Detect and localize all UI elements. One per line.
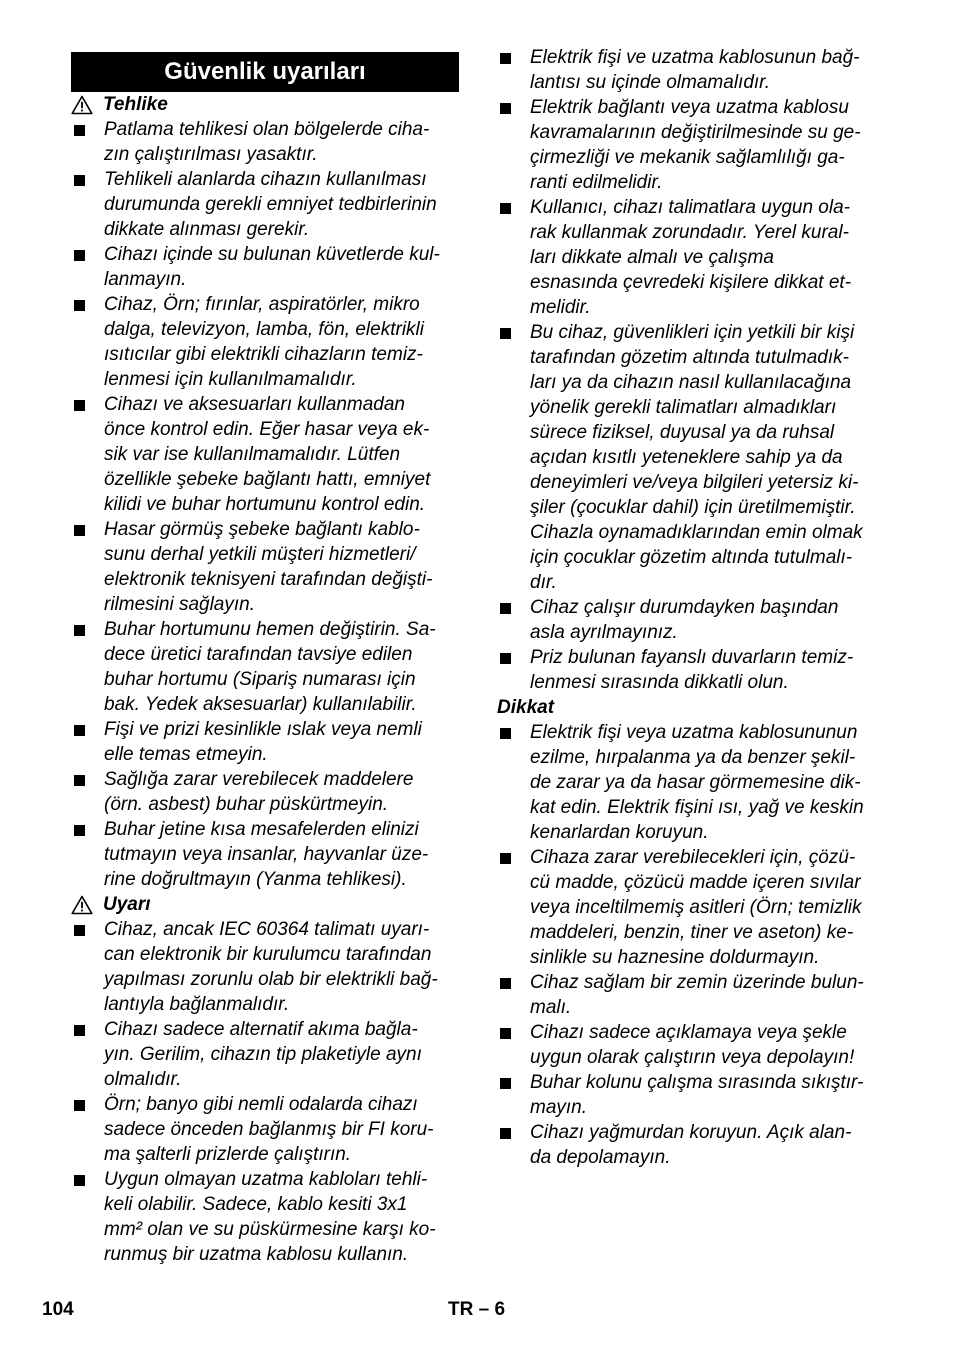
square-bullet-icon (74, 125, 85, 136)
right-column (497, 45, 885, 1170)
dikkat-heading (497, 695, 885, 720)
list-item-line: Cihaz sağlam bir zemin üzerinde bulun- (530, 972, 864, 993)
list-item-line: Tehlikeli alanlarda cihazın kullanılması (104, 169, 427, 190)
page-title: Güvenlik uyarıları (71, 52, 459, 92)
list-item-line: maddeleri, benzin, tiner ve aseton) ke- (530, 922, 854, 943)
list-item (71, 1167, 459, 1267)
list-item (71, 392, 459, 517)
list-item-line: açıdan kısıtlı yeteneklere sahip ya da (530, 447, 843, 468)
list-item-line: tutmayın veya insanlar, hayvanlar üze- (104, 844, 429, 865)
list-item (497, 95, 885, 195)
list-item-line: uygun olarak çalıştırın veya depolayın! (530, 1047, 855, 1068)
list-item-line: mm² olan ve su püskürmesine karşı ko- (104, 1219, 436, 1240)
list-item (71, 517, 459, 617)
list-item-line: Cihaz, Örn; fırınlar, aspiratörler, mikro (104, 294, 420, 315)
list-item (71, 167, 459, 242)
list-item-line: kavramalarının değiştirilmesinde su ge- (530, 122, 861, 143)
list-item-line: (örn. asbest) buhar püskürtmeyin. (104, 794, 389, 815)
list-item (497, 1070, 885, 1120)
list-item (71, 617, 459, 717)
list-item-line: Elektrik bağlantı veya uzatma kablosu (530, 97, 849, 118)
list-item-line: sadece önceden bağlanmış bir FI koru- (104, 1119, 434, 1140)
warning-triangle-icon (71, 895, 93, 915)
list-item-line: çirmezliği ve mekanik sağlamlılığı ga- (530, 147, 845, 168)
list-item-line: sik var ise kullanılmamalıdır. Lütfen (104, 444, 401, 465)
square-bullet-icon (74, 250, 85, 261)
square-bullet-icon (500, 978, 511, 989)
list-item-line: ma şalterli prizlerde çalıştırın. (104, 1144, 352, 1165)
square-bullet-icon (74, 925, 85, 936)
list-item (71, 767, 459, 817)
square-bullet-icon (500, 103, 511, 114)
list-item-line: rilmesini sağlayın. (104, 594, 255, 615)
square-bullet-icon (74, 1025, 85, 1036)
list-item-line: elle temas etmeyin. (104, 744, 268, 765)
list-item-line: bak. Yedek aksesuarlar) kullanılabilir. (104, 694, 417, 715)
list-item-line: kat edin. Elektrik fişini ısı, yağ ve keskin (530, 797, 864, 818)
list-item (497, 1020, 885, 1070)
dikkat-list (497, 720, 885, 1170)
list-item-line: ranti edilmelidir. (530, 172, 663, 193)
square-bullet-icon (500, 853, 511, 864)
list-item-line: Kullanıcı, cihazı talimatlara uygun ola- (530, 197, 850, 218)
list-item-line: veya inceltilmemiş asitleri (Örn; temizlik (530, 897, 862, 918)
list-item-line: cü madde, çözücü madde içeren sıvılar (530, 872, 861, 893)
list-item-line: Bu cihaz, güvenlikleri için yetkili bir kişi (530, 322, 855, 343)
list-item-line: dece üretici tarafından tavsiye edilen (104, 644, 413, 665)
list-item-line: Uygun olmayan uzatma kabloları tehli- (104, 1169, 428, 1190)
list-item-line: ezilme, hırpalanma ya da benzer şekil- (530, 747, 856, 768)
list-item-line: asla ayrılmayınız. (530, 622, 678, 643)
list-item (497, 595, 885, 645)
list-item (497, 1120, 885, 1170)
list-item-line: runmuş bir uzatma kablosu kullanın. (104, 1244, 409, 1265)
list-item-line: Cihaza zarar verebilecekleri için, çözü- (530, 847, 856, 868)
list-item (71, 117, 459, 167)
list-item (497, 320, 885, 595)
square-bullet-icon (74, 1100, 85, 1111)
list-item-line: önce kontrol edin. Eğer hasar veya ek- (104, 419, 430, 440)
list-item-line: lenmesi sırasında dikkatli olun. (530, 672, 789, 693)
list-item-line: Buhar hortumunu hemen değiştirin. Sa- (104, 619, 436, 640)
list-item-line: için çocuklar gözetim altında tutulmalı- (530, 547, 853, 568)
list-item-line: sürece fiziksel, duyusal ya da ruhsal (530, 422, 835, 443)
list-item-line: Sağlığa zarar verebilecek maddelere (104, 769, 414, 790)
section-label: TR – 6 (448, 1299, 506, 1320)
square-bullet-icon (500, 328, 511, 339)
list-item-line: kenarlardan koruyun. (530, 822, 709, 843)
list-item-line: buhar hortumu (Sipariş numarası için (104, 669, 416, 690)
list-item-line: Cihazı sadece alternatif akıma bağla- (104, 1019, 418, 1040)
list-item-line: Buhar kolunu çalışma sırasında sıkıştır- (530, 1072, 864, 1093)
list-item-line: Cihazı yağmurdan koruyun. Açık alan- (530, 1122, 852, 1143)
list-item-line: yönelik gerekli talimatları almadıkları (530, 397, 837, 418)
square-bullet-icon (500, 53, 511, 64)
list-item-line: Cihazı ve aksesuarları kullanmadan (104, 394, 405, 415)
square-bullet-icon (500, 203, 511, 214)
list-item-line: lenmesi için kullanılmamalıdır. (104, 369, 357, 390)
square-bullet-icon (500, 1128, 511, 1139)
square-bullet-icon (500, 728, 511, 739)
square-bullet-icon (74, 725, 85, 736)
list-item-line: Buhar jetine kısa mesafelerden elinizi (104, 819, 419, 840)
list-item-line: ları ya da cihazın nasıl kullanılacağına (530, 372, 852, 393)
list-item-line: rak kullanmak zorundadır. Yerel kural- (530, 222, 849, 243)
list-item (71, 917, 459, 1017)
list-item-line: Örn; banyo gibi nemli odalarda cihazı (104, 1094, 418, 1115)
list-item-line: melidir. (530, 297, 591, 318)
warning-triangle-icon (71, 95, 93, 115)
list-item-line: lantıyla bağlanmalıdır. (104, 994, 290, 1015)
square-bullet-icon (74, 775, 85, 786)
uyari-list-continued (497, 45, 885, 695)
list-item-line: tarafından gözetim altında tutulmadık- (530, 347, 849, 368)
list-item-line: Elektrik fişi ve uzatma kablosunun bağ- (530, 47, 860, 68)
list-item-line: ları dikkate almalı ve çalışma (530, 247, 774, 268)
page-number: 104 (42, 1299, 74, 1320)
square-bullet-icon (500, 653, 511, 664)
list-item-line: ısıtıcılar gibi elektrikli cihazların temiz- (104, 344, 423, 365)
list-item-line: yapılması zorunlu olab bir elektrikli bağ- (104, 969, 438, 990)
list-item (71, 242, 459, 292)
list-item-line: Elektrik fişi veya uzatma kablosununun (530, 722, 858, 743)
uyari-heading-label: Uyarı (103, 894, 151, 915)
square-bullet-icon (74, 400, 85, 411)
list-item-line: Hasar görmüş şebeke bağlantı kablo- (104, 519, 420, 540)
list-item-line: durumunda gerekli emniyet tedbirlerinin (104, 194, 437, 215)
list-item-line: lanmayın. (104, 269, 187, 290)
list-item-line: deneyimleri ve/veya bilgileri yetersiz ki- (530, 472, 859, 493)
square-bullet-icon (74, 825, 85, 836)
tehlike-heading (71, 92, 459, 117)
square-bullet-icon (500, 1028, 511, 1039)
list-item (497, 645, 885, 695)
list-item-line: dır. (530, 572, 557, 593)
list-item (497, 45, 885, 95)
list-item-line: dalga, televizyon, lamba, fön, elektrikli (104, 319, 424, 340)
list-item-line: şiler (çocuklar dahil) için üretilmemiştir. (530, 497, 856, 518)
list-item (71, 1017, 459, 1092)
list-item (71, 292, 459, 392)
left-column (71, 52, 459, 1267)
square-bullet-icon (500, 603, 511, 614)
list-item-line: keli olabilir. Sadece, kablo kesiti 3x1 (104, 1194, 408, 1215)
list-item-line: Patlama tehlikesi olan bölgelerde ciha- (104, 119, 430, 140)
list-item (497, 845, 885, 970)
list-item-line: Cihazı içinde su bulunan küvetlerde kul- (104, 244, 440, 265)
list-item-line: Priz bulunan fayanslı duvarların temiz- (530, 647, 854, 668)
uyari-heading (71, 892, 459, 917)
list-item-line: kilidi ve buhar hortumunu kontrol edin. (104, 494, 426, 515)
uyari-list (71, 917, 459, 1267)
square-bullet-icon (74, 625, 85, 636)
list-item (497, 195, 885, 320)
list-item-line: da depolamayın. (530, 1147, 671, 1168)
list-item-line: Cihazla oynamadıklarından emin olmak (530, 522, 863, 543)
list-item (497, 970, 885, 1020)
list-item-line: Cihazı sadece açıklamaya veya şekle (530, 1022, 847, 1043)
square-bullet-icon (500, 1078, 511, 1089)
list-item-line: lantısı su içinde olmamalıdır. (530, 72, 771, 93)
square-bullet-icon (74, 300, 85, 311)
list-item-line: malı. (530, 997, 572, 1018)
tehlike-list (71, 117, 459, 892)
list-item-line: esnasında çevredeki kişilere dikkat et- (530, 272, 852, 293)
list-item-line: özellikle şebeke bağlantı hattı, emniyet (104, 469, 431, 490)
list-item-line: sinlikle su haznesine doldurmayın. (530, 947, 820, 968)
list-item-line: olmalıdır. (104, 1069, 182, 1090)
list-item-line: mayın. (530, 1097, 588, 1118)
list-item (71, 717, 459, 767)
list-item-line: zın çalıştırılması yasaktır. (104, 144, 318, 165)
list-item-line: dikkate alınması gerekir. (104, 219, 310, 240)
square-bullet-icon (74, 175, 85, 186)
list-item-line: de zarar ya da hasar görmemesine dik- (530, 772, 861, 793)
list-item (71, 1092, 459, 1167)
list-item-line: Cihaz, ancak IEC 60364 talimatı uyarı- (104, 919, 430, 940)
list-item (71, 817, 459, 892)
list-item-line: can elektronik bir kurulumcu tarafından (104, 944, 432, 965)
tehlike-heading-label: Tehlike (103, 94, 168, 115)
list-item-line: Cihaz çalışır durumdayken başından (530, 597, 839, 618)
square-bullet-icon (74, 1175, 85, 1186)
list-item-line: elektronik teknisyeni tarafından değişti- (104, 569, 433, 590)
list-item-line: sunu derhal yetkili müşteri hizmetleri/ (104, 544, 416, 565)
dikkat-heading-label: Dikkat (497, 697, 555, 718)
list-item-line: yın. Gerilim, cihazın tip plaketiyle aynı (104, 1044, 422, 1065)
list-item-line: Fişi ve prizi kesinlikle ıslak veya nemli (104, 719, 422, 740)
list-item-line: rine doğrultmayın (Yanma tehlikesi). (104, 869, 407, 890)
square-bullet-icon (74, 525, 85, 536)
list-item (497, 720, 885, 845)
